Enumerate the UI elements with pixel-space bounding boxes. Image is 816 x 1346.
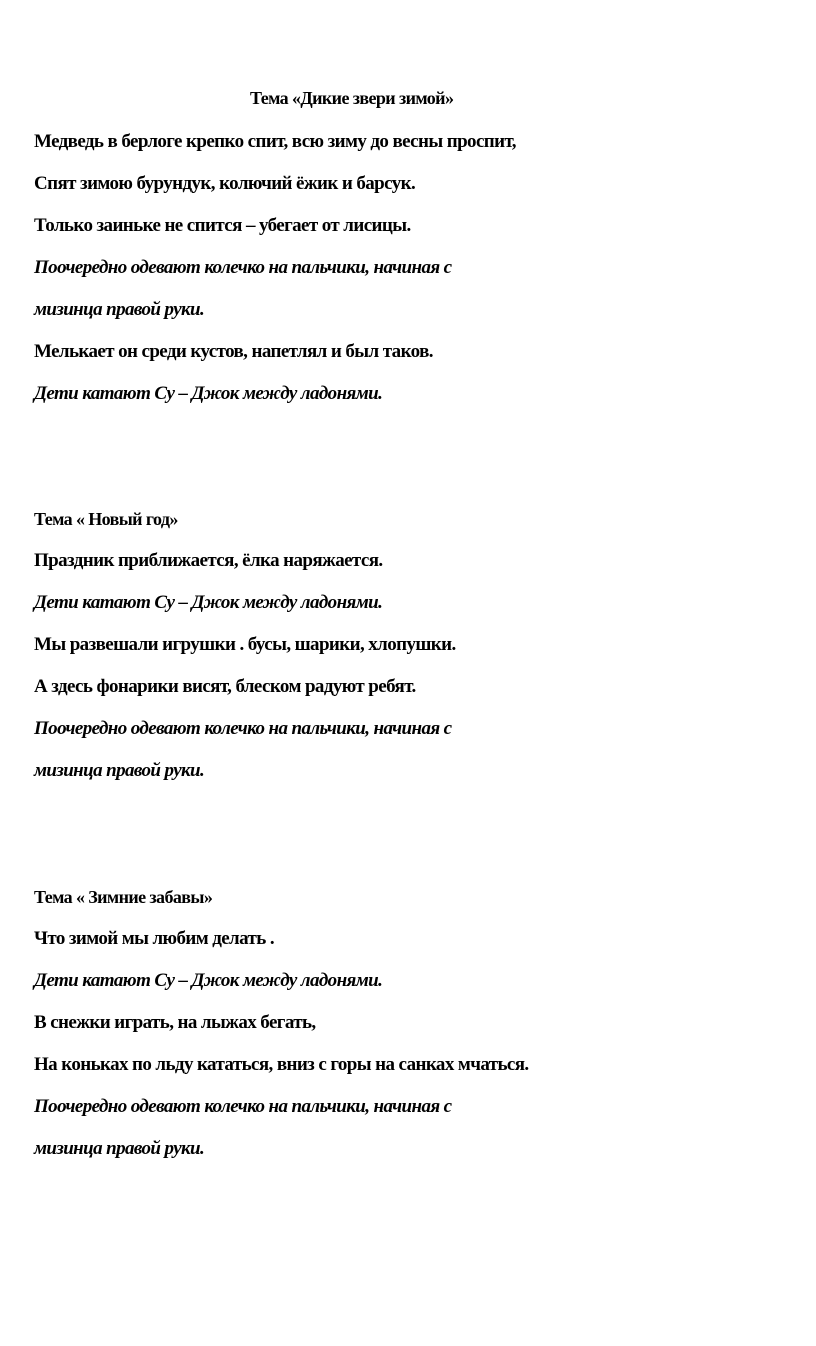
section-1-title: Тема «Дикие звери зимой» [250,88,454,108]
section-2-line-6: мизинца правой руки. [34,760,205,781]
section-2-line-2: Дети катают Су – Джок между ладонями. [34,592,383,613]
section-1-line-1: Медведь в берлоге крепко спит, всю зиму до весны проспит, [34,131,516,152]
section-1-line-3: Только заиньке не спится – убегает от лисицы. [34,215,411,236]
section-3-line-1: Что зимой мы любим делать . [34,928,274,949]
section-1-line-7: Дети катают Су – Джок между ладонями. [34,383,383,404]
section-1-line-2: Спят зимою бурундук, колючий ёжик и барсук. [34,173,416,194]
section-2-line-1: Праздник приближается, ёлка наряжается. [34,550,383,571]
section-1-line-4: Поочередно одевают колечко на пальчики, начиная с [34,257,452,278]
section-3-line-6: мизинца правой руки. [34,1138,205,1159]
section-1-line-5: мизинца правой руки. [34,299,205,320]
section-3-line-3: В снежки играть, на лыжах бегать, [34,1012,316,1033]
section-1-line-6: Мелькает он среди кустов, напетлял и был таков. [34,341,433,362]
section-2-line-5: Поочередно одевают колечко на пальчики, начиная с [34,718,452,739]
section-3-line-5: Поочередно одевают колечко на пальчики, начиная с [34,1096,452,1117]
section-2-title: Тема « Новый год» [34,509,178,529]
section-3-title: Тема « Зимние забавы» [34,887,213,907]
section-2-line-3: Мы развешали игрушки . бусы, шарики, хлопушки. [34,634,456,655]
section-3-line-4: На коньках по льду кататься, вниз с горы на санках мчаться. [34,1054,529,1075]
section-2-line-4: А здесь фонарики висят, блеском радуют ребят. [34,676,416,697]
section-3-line-2: Дети катают Су – Джок между ладонями. [34,970,383,991]
